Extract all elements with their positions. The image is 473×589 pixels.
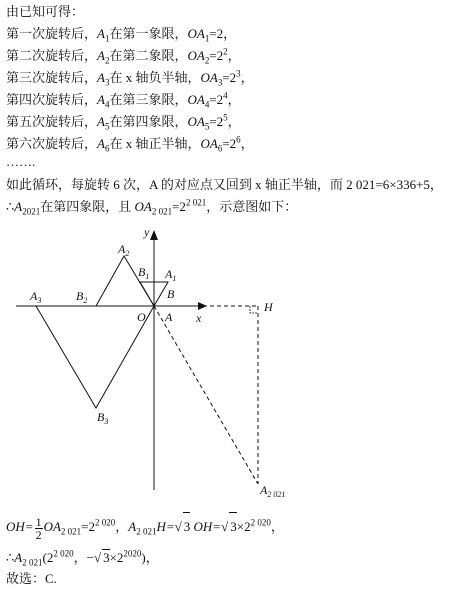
rotation-prefix: 第四次旋转后， [6, 92, 98, 107]
dashed-oa2021 [154, 306, 258, 484]
segment-label: OA [200, 70, 218, 85]
segment-label: OA [43, 519, 61, 534]
segment-subscript: 1 [204, 33, 210, 44]
answer-text: 故选：C. [6, 571, 57, 586]
point-label: A [97, 136, 105, 151]
point-subscript: 2021 [22, 206, 41, 217]
sqrt-symbol-2: √ [221, 519, 229, 534]
equals-base: =2 [209, 92, 224, 107]
rotation-line [6, 26, 236, 42]
point-subscript: 4 [104, 99, 110, 110]
point-b1-label: $B_1$ [138, 265, 150, 281]
ellipsis-text: ……. [6, 154, 36, 169]
segment-label: OA [134, 199, 152, 214]
rotation-position: 在 x 轴负半轴， [109, 70, 201, 85]
exponent: 6 [236, 134, 241, 145]
segment-label: OA [187, 26, 205, 41]
line-end: ， [227, 92, 241, 107]
right-angle-marker [250, 306, 258, 313]
comma: ， [73, 550, 87, 565]
equals-base: =2 [222, 70, 237, 85]
point-b-label: B [167, 287, 175, 301]
segment-subscript: 2 021 [151, 206, 173, 217]
times-base: ×2 [236, 519, 251, 534]
x-axis-label: x [196, 311, 202, 325]
point-label: A [97, 26, 105, 41]
therefore-symbol: ∴ [6, 199, 15, 214]
exponent: 4 [223, 90, 228, 101]
line-end: ， [240, 70, 254, 85]
sqrt-radicand: 3 [183, 512, 191, 541]
segment-subscript: 5 [204, 121, 210, 132]
minus-sign: − [86, 550, 94, 565]
equals-base: =2 [209, 48, 224, 63]
y-axis-label: y [144, 225, 150, 239]
point-label: A [97, 70, 105, 85]
line-end: ， [270, 519, 284, 534]
rotation-diagram [0, 218, 473, 518]
coordinate-close: )， [141, 550, 159, 565]
equals-base: =2 [209, 26, 224, 41]
oh-label: OH= [6, 519, 34, 534]
rotation-prefix: 第三次旋转后， [6, 70, 98, 85]
fraction-denominator: 2 [35, 527, 42, 542]
segment-subscript: 6 [217, 143, 223, 154]
exponent: 2 020 [53, 548, 74, 559]
exponent-2: 2 020 [250, 517, 271, 528]
point-b3-label: $B_3$ [97, 410, 109, 426]
segment-label: OA [187, 48, 205, 63]
exponent: 2 [223, 46, 228, 57]
exponent: 3 [236, 68, 241, 79]
rotation-line [6, 136, 254, 152]
point-a3-label: $A_3$ [30, 289, 42, 305]
cycle-text: 如此循环，每旋转 6 次，A 的对应点又回到 x 轴正半轴，而 2 021=6×336+5， [6, 177, 443, 192]
rotation-prefix: 第一次旋转后， [6, 26, 98, 41]
segment-label: OA [187, 92, 205, 107]
point-subscript: 5 [104, 121, 110, 132]
line-end: ， [227, 48, 241, 63]
coordinate-open: (2 [42, 550, 54, 565]
conclusion-tail: ，示意图如下： [206, 199, 298, 214]
segment-label: OA [187, 114, 205, 129]
exponent-2: 2020 [123, 548, 142, 559]
line-end: ， [240, 136, 254, 151]
line-end: ， [223, 26, 237, 41]
line-end: ， [227, 114, 241, 129]
sqrt-radicand: 3 [103, 550, 110, 565]
fraction-numerator: 1 [35, 514, 42, 529]
point-label: A [97, 48, 105, 63]
point-subscript: 3 [104, 77, 110, 88]
point-subscript: 2 021 [136, 526, 157, 537]
rotation-position: 在第四象限， [109, 114, 188, 129]
segment-subscript: 2 021 [60, 526, 82, 537]
intro-text: 由已知可得： [6, 4, 85, 19]
point-b2-label: $B_2$ [76, 289, 88, 305]
equals-base: =2 [209, 114, 224, 129]
triangle-a2-edges [96, 256, 154, 306]
h-label: H= [156, 519, 175, 534]
separator: ， [115, 519, 129, 534]
formula-line-1 [6, 512, 284, 541]
rotation-line [6, 48, 241, 64]
segment-label: OA [200, 136, 218, 151]
segment-subscript: 3 [217, 77, 223, 88]
point-h-label: H [264, 300, 273, 314]
therefore-symbol: ∴ [6, 550, 15, 565]
equals-base: =2 [172, 199, 186, 214]
rotation-position: 在 x 轴正半轴， [109, 136, 201, 151]
exponent: 2 021 [185, 197, 207, 208]
point-label: A [97, 114, 105, 129]
sqrt-radicand-2: 3 [229, 512, 237, 541]
equals-base: =2 [81, 519, 95, 534]
point-label: A [128, 519, 137, 534]
oh-label-2: OH= [193, 519, 222, 534]
exponent: 5 [223, 112, 228, 123]
point-a-label: A [165, 310, 173, 324]
rotation-line [6, 92, 241, 108]
sqrt-symbol: √ [93, 550, 102, 565]
conclusion-line [6, 199, 297, 215]
point-subscript: 2 [104, 55, 110, 66]
rotation-prefix: 第六次旋转后， [6, 136, 98, 151]
exponent: 2 020 [95, 517, 116, 528]
point-subscript: 2 021 [22, 557, 43, 568]
point-a2021-label: $A_{2 021}$ [260, 483, 286, 499]
point-a1-label: $A_1$ [165, 267, 177, 283]
equals-base: =2 [222, 136, 237, 151]
point-label: A [14, 550, 23, 565]
rotation-line [6, 70, 254, 86]
point-label: A [97, 92, 105, 107]
conclusion-text: 在第四象限，且 [40, 199, 135, 214]
point-subscript: 6 [104, 143, 110, 154]
segment-subscript: 2 [204, 55, 210, 66]
y-axis-arrow [150, 230, 158, 240]
rotation-position: 在第三象限， [109, 92, 188, 107]
rotation-prefix: 第五次旋转后， [6, 114, 98, 129]
one-half-fraction [35, 516, 43, 541]
point-subscript: 1 [104, 33, 110, 44]
point-a2-label: $A_2$ [118, 242, 130, 258]
rotation-position: 在第一象限， [109, 26, 188, 41]
rotation-line [6, 114, 241, 130]
point-label: A [14, 199, 23, 214]
segment-subscript: 4 [204, 99, 210, 110]
rotation-position: 在第二象限， [109, 48, 188, 63]
times-base: ×2 [109, 550, 124, 565]
sqrt-symbol: √ [174, 519, 182, 534]
origin-label: O [137, 310, 146, 324]
formula-line-2 [6, 549, 159, 566]
rotation-prefix: 第二次旋转后， [6, 48, 98, 63]
